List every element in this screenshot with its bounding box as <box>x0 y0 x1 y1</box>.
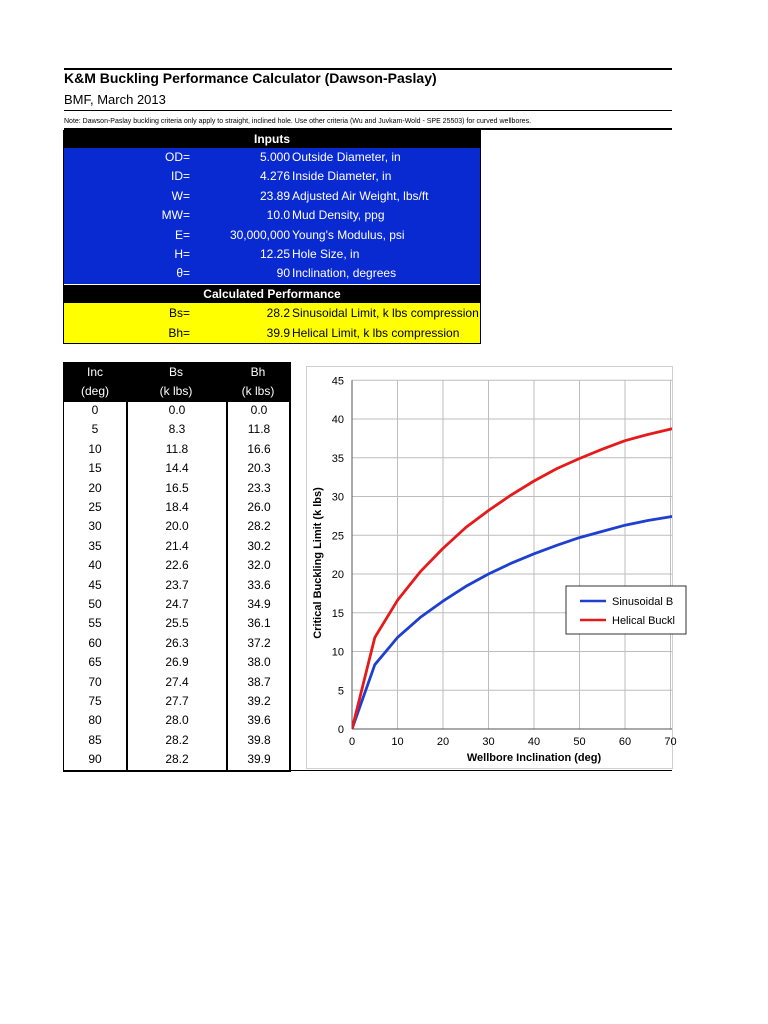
input-label: MW= <box>161 208 190 223</box>
cell-bh: 20.3 <box>247 461 271 476</box>
x-tick-label: 60 <box>618 736 632 748</box>
inputs-panel <box>64 148 480 284</box>
input-label: H= <box>174 246 190 261</box>
cell-inc: 15 <box>88 461 102 476</box>
buckling-chart <box>306 366 677 770</box>
cell-inc: 65 <box>88 655 102 670</box>
input-row <box>64 226 480 245</box>
y-tick-label: 0 <box>337 724 344 736</box>
y-tick-label: 35 <box>331 452 344 465</box>
cell-bs: 24.7 <box>165 597 189 611</box>
x-axis-label: Wellbore Inclination (deg) <box>466 752 602 764</box>
input-row <box>64 167 480 186</box>
input-row <box>64 148 480 167</box>
cell-inc: 40 <box>88 558 102 573</box>
input-value: 12.25 <box>259 246 290 261</box>
x-tick-label: 40 <box>527 736 541 748</box>
cell-bh: 11.8 <box>247 422 271 437</box>
inputs-heading: Inputs <box>64 130 480 148</box>
table-divider-2 <box>226 401 228 772</box>
cell-bh: 34.9 <box>247 597 271 611</box>
legend-label-sinusoidal: Sinusoidal B <box>612 596 674 608</box>
cell-bh: 33.6 <box>247 577 271 592</box>
cell-bs: 16.5 <box>165 480 189 495</box>
cell-bs: 28.0 <box>165 713 189 728</box>
cell-bh: 32.0 <box>247 558 271 573</box>
cell-bs: 28.2 <box>165 732 189 747</box>
cell-bs: 0.0 <box>168 403 186 417</box>
input-value: 30,000,000 <box>229 227 290 242</box>
table-left-border <box>63 362 64 772</box>
input-row <box>64 187 480 206</box>
cell-bs: 18.4 <box>165 500 189 514</box>
y-tick-label: 30 <box>331 491 344 504</box>
cell-inc: 85 <box>88 732 102 747</box>
cell-inc: 45 <box>88 577 102 592</box>
cell-inc: 35 <box>88 538 102 553</box>
cell-inc: 10 <box>88 441 102 456</box>
cell-bs: 27.7 <box>165 694 189 708</box>
cell-bh: 36.1 <box>247 616 271 631</box>
cell-bs: 28.2 <box>165 752 189 767</box>
cell-bs: 21.4 <box>165 538 189 553</box>
x-tick-label: 0 <box>348 736 356 748</box>
cell-bs: 25.5 <box>165 616 189 631</box>
cell-bh: 39.2 <box>247 694 271 708</box>
cell-bs: 14.4 <box>165 461 189 476</box>
performance-value: 28.2 <box>266 306 290 320</box>
y-tick-label: 10 <box>331 646 344 659</box>
cell-inc: 90 <box>88 752 102 767</box>
x-tick-label: 10 <box>391 736 404 748</box>
cell-bs: 26.3 <box>165 635 189 650</box>
x-tick-label: 20 <box>436 736 450 748</box>
input-label: W= <box>171 188 190 203</box>
input-row <box>64 206 480 225</box>
y-tick-label: 15 <box>331 607 344 620</box>
input-value: 10.0 <box>266 208 290 223</box>
criteria-note: Note: Dawson-Paslay buckling criteria only apply to straight, inclined hole. Use other criteria (Wu and Juvkam-Wold - SPE 25503) for curved wellbores. <box>64 118 532 125</box>
cell-bh: 26.0 <box>247 500 271 514</box>
calc-right-border <box>480 130 481 343</box>
input-desc: Inside Diameter, in <box>292 169 392 184</box>
cell-inc: 0 <box>91 403 99 417</box>
table-divider-1 <box>126 401 128 772</box>
cell-bs: 22.6 <box>165 558 189 573</box>
subtitle-rule <box>64 110 672 111</box>
input-desc: Adjusted Air Weight, lbs/ft <box>292 188 429 203</box>
calc-bottom-border <box>63 343 481 344</box>
input-value: 23.89 <box>259 188 290 203</box>
col-bh-header: Bh <box>250 365 266 379</box>
cell-bh: 23.3 <box>247 480 271 495</box>
performance-row <box>64 323 480 343</box>
cell-inc: 60 <box>88 635 102 650</box>
col-bs-unit: (k lbs) <box>159 384 193 398</box>
cell-bh: 39.8 <box>247 732 271 747</box>
page-title: K&M Buckling Performance Calculator (Dawson-Paslay) <box>64 70 437 86</box>
col-bh-unit: (k lbs) <box>241 384 275 398</box>
performance-desc: Sinusoidal Limit, k lbs compression <box>292 306 479 320</box>
x-tick-label: 50 <box>573 736 586 748</box>
calc-left-border <box>63 130 64 343</box>
y-tick-label: 40 <box>331 414 344 426</box>
cell-bs: 27.4 <box>165 674 189 689</box>
cell-inc: 75 <box>88 694 102 708</box>
input-label: E= <box>174 227 190 242</box>
cell-inc: 5 <box>91 422 99 437</box>
legend-label-helical: Helical Buckl <box>612 615 675 627</box>
input-desc: Hole Size, in <box>292 246 360 261</box>
cell-bh: 28.2 <box>247 519 271 534</box>
performance-row <box>64 303 480 323</box>
input-label: θ= <box>176 266 190 281</box>
input-value: 90 <box>276 266 290 281</box>
cell-bs: 23.7 <box>165 577 189 592</box>
table-bottom-border <box>63 770 291 772</box>
input-desc: Outside Diameter, in <box>292 150 401 164</box>
cell-inc: 50 <box>88 597 102 611</box>
table-right-border <box>289 362 291 772</box>
data-table-body <box>64 401 290 771</box>
cell-inc: 20 <box>88 480 102 495</box>
cell-bs: 8.3 <box>168 422 186 437</box>
x-tick-label: 30 <box>482 736 495 748</box>
input-value: 5.000 <box>259 150 290 164</box>
x-tick-label: 70 <box>664 736 677 748</box>
chart-frame <box>307 367 673 769</box>
y-tick-label: 45 <box>331 375 344 388</box>
y-tick-label: 25 <box>331 530 344 543</box>
performance-heading: Calculated Performance <box>64 285 480 303</box>
cell-inc: 25 <box>88 500 102 514</box>
cell-bh: 16.6 <box>247 441 271 456</box>
input-desc: Mud Density, ppg <box>292 208 385 223</box>
page-subtitle: BMF, March 2013 <box>64 92 166 107</box>
cell-inc: 55 <box>88 616 102 631</box>
performance-panel <box>64 303 480 343</box>
performance-label: Bs= <box>168 306 190 320</box>
cell-inc: 30 <box>88 519 102 534</box>
input-label: OD= <box>164 150 190 164</box>
chart-legend <box>566 586 686 634</box>
cell-bh: 38.0 <box>247 655 271 670</box>
cell-bs: 11.8 <box>165 441 189 456</box>
col-inc-unit: (deg) <box>80 384 109 398</box>
cell-bh: 38.7 <box>247 674 271 689</box>
performance-desc: Helical Limit, k lbs compression <box>292 326 460 340</box>
input-desc: Young's Modulus, psi <box>292 227 405 242</box>
cell-bh: 39.9 <box>247 752 271 767</box>
performance-label: Bh= <box>168 326 190 340</box>
cell-inc: 70 <box>88 674 102 689</box>
input-row <box>64 245 480 264</box>
cell-bh: 39.6 <box>247 713 271 728</box>
col-bs-header: Bs <box>168 365 183 379</box>
input-label: ID= <box>170 169 190 184</box>
performance-value: 39.9 <box>266 326 290 340</box>
col-inc-header: Inc <box>86 365 103 379</box>
cell-bh: 30.2 <box>247 538 271 553</box>
cell-bh: 0.0 <box>250 403 268 417</box>
y-axis-label: Critical Buckling Limit (k lbs) <box>312 487 324 639</box>
input-desc: Inclination, degrees <box>292 266 397 281</box>
cell-inc: 80 <box>88 713 102 728</box>
table-header <box>64 362 290 402</box>
chart-bottom-rule <box>291 770 672 771</box>
cell-bh: 37.2 <box>247 635 271 650</box>
input-row <box>64 264 480 283</box>
y-tick-label: 5 <box>337 685 344 698</box>
cell-bs: 20.0 <box>165 519 189 534</box>
input-value: 4.276 <box>259 169 290 184</box>
y-tick-label: 20 <box>331 569 344 581</box>
cell-bs: 26.9 <box>165 655 189 670</box>
